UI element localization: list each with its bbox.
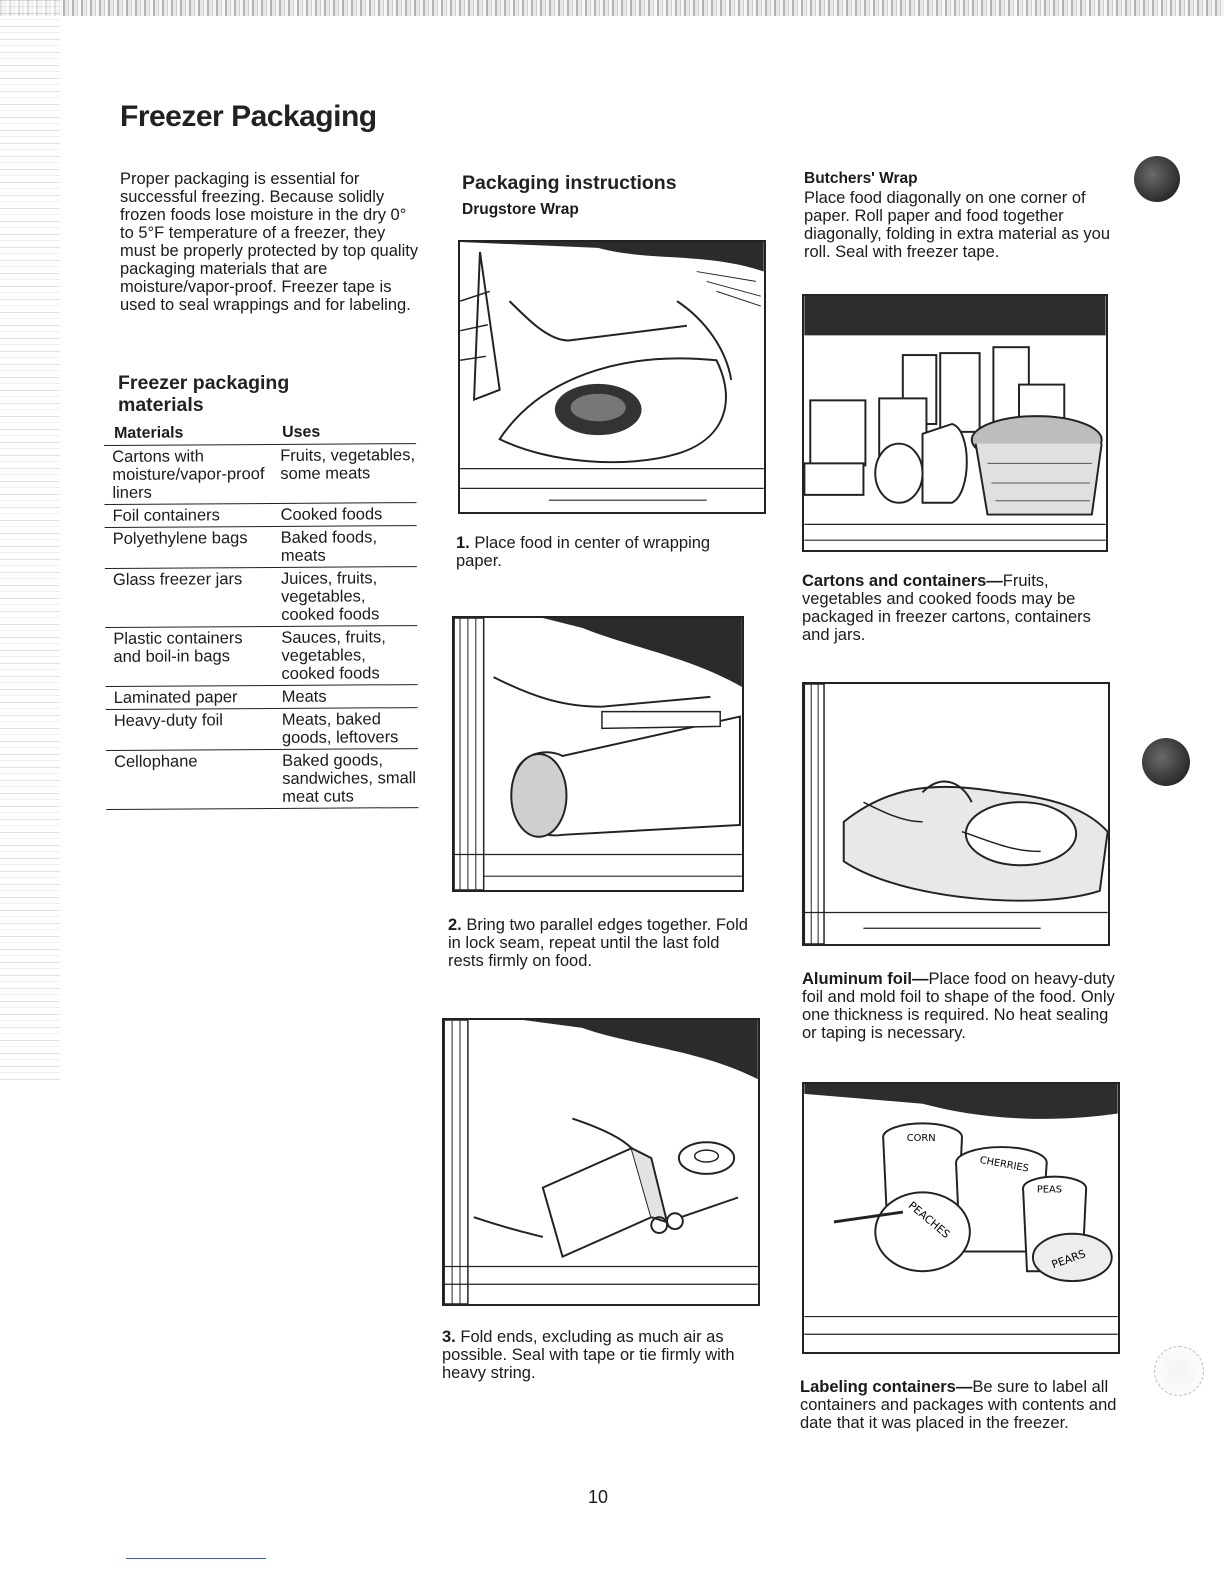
intro-paragraph: Proper packaging is essential for successful freezing. Because solidly frozen foods lose moisture in the dry 0° to 5°F temperature of a freezer, they must be properly protected by top quality packaging materials that are moisture/vapor-proof. Freezer tape is used to seal wrappings and for labeling. [120, 170, 419, 314]
materials-heading: Freezer packaging materials [118, 372, 290, 416]
material-cell: Cellophane [106, 749, 274, 809]
labeled-containers-drawing [804, 1084, 1118, 1352]
corn-label: CORN [906, 1133, 936, 1145]
footer-rule [126, 1558, 266, 1559]
cartons-caption-label: Cartons and containers— [802, 572, 1003, 590]
binder-hole-mark [1142, 738, 1190, 786]
labeling-caption-text: Be sure to label all containers and packages with contents and date that it was placed in the freezer. [800, 1378, 1117, 1432]
step-3-description: Fold ends, excluding as much air as possible. Seal with tape or tie firmly with heavy string. [442, 1328, 735, 1382]
uses-cell: Sauces, fruits, vegetables, cooked foods [273, 626, 417, 686]
sealing-package-drawing [444, 1020, 758, 1304]
binder-hole-mark [1134, 156, 1180, 202]
cartons-illustration [802, 294, 1108, 552]
labeling-caption-label: Labeling containers— [800, 1378, 973, 1396]
page-title: Freezer Packaging [120, 100, 377, 133]
material-cell: Heavy-duty foil [106, 708, 274, 750]
uses-cell: Meats, baked goods, leftovers [274, 708, 418, 750]
cherries-label: CHERRIES [978, 1155, 1030, 1175]
pears-label: PEARS [1049, 1247, 1088, 1272]
materials-table [104, 422, 418, 810]
material-cell: Foil containers [104, 503, 272, 527]
material-cell: Glass freezer jars [105, 567, 273, 627]
labeling-illustration [802, 1082, 1120, 1354]
table-row [106, 708, 418, 751]
table-row [104, 503, 416, 528]
column-header-materials: Materials [104, 423, 272, 446]
binder-hole-mark [1154, 1346, 1204, 1396]
table-header-row [104, 422, 416, 445]
table-row [105, 626, 417, 687]
scan-edge-top [0, 0, 1224, 16]
uses-cell: Juices, fruits, vegetables, cooked foods [273, 567, 417, 627]
foil-caption [802, 970, 1120, 1042]
foil-caption-text: Place food on heavy-duty foil and mold foil to shape of the food. Only one thickness is required. No heat sealing or taping is necessary. [802, 970, 1115, 1042]
step-2-text [448, 916, 758, 970]
foil-illustration [802, 682, 1110, 946]
foil-caption-label: Aluminum foil— [802, 970, 929, 988]
step-3-number: 3. [442, 1328, 456, 1346]
uses-cell: Baked goods, sandwiches, small meat cuts [274, 749, 418, 809]
step-2-description: Bring two parallel edges together. Fold in lock seam, repeat until the last fold rests firmly on food. [448, 916, 748, 970]
packaging-instructions-heading: Packaging instructions [462, 172, 677, 194]
labeling-caption [800, 1378, 1124, 1432]
uses-cell: Meats [274, 685, 418, 709]
uses-cell: Baked foods, meats [273, 526, 417, 568]
step-1-description: Place food in center of wrapping paper. [456, 534, 711, 570]
step-3-text [442, 1328, 764, 1382]
foil-wrapping-drawing [804, 684, 1108, 944]
table-row [106, 685, 418, 710]
peas-label: PEAS [1036, 1184, 1063, 1196]
material-cell: Laminated paper [106, 685, 274, 709]
drugstore-wrap-heading: Drugstore Wrap [462, 201, 579, 218]
material-cell: Polyethylene bags [105, 526, 273, 568]
step-1-illustration [458, 240, 766, 514]
cartons-caption [802, 572, 1102, 644]
butchers-wrap-heading: Butchers' Wrap [804, 170, 918, 187]
scan-edge-left [0, 0, 60, 1080]
step-1-number: 1. [456, 534, 470, 552]
cartons-caption-text: Fruits, vegetables and cooked foods may be packaged in freezer cartons, containers and jars. [802, 572, 1091, 644]
step-1-text [456, 534, 756, 570]
uses-cell: Cooked foods [272, 503, 416, 527]
table-row [104, 444, 416, 505]
peaches-label: PEACHES [905, 1198, 953, 1241]
folding-paper-drawing [454, 618, 742, 890]
step-2-number: 2. [448, 916, 462, 934]
material-cell: Plastic containers and boil-in bags [105, 626, 273, 686]
step-3-illustration [442, 1018, 760, 1306]
table-row [106, 749, 418, 810]
butchers-wrap-text: Place food diagonally on one corner of paper. Roll paper and food together diagonally, folding in extra material as you roll. Seal with freezer tape. [804, 189, 1111, 261]
material-cell: Cartons with moisture/vapor-proof liners [104, 444, 272, 504]
column-header-uses: Uses [272, 422, 416, 444]
table-row [105, 567, 417, 628]
page-number: 10 [588, 1487, 609, 1507]
wrapping-food-drawing [460, 242, 764, 512]
table-row [105, 526, 417, 569]
containers-drawing [804, 296, 1106, 550]
step-2-illustration [452, 616, 744, 892]
uses-cell: Fruits, vegetables, some meats [272, 444, 416, 504]
